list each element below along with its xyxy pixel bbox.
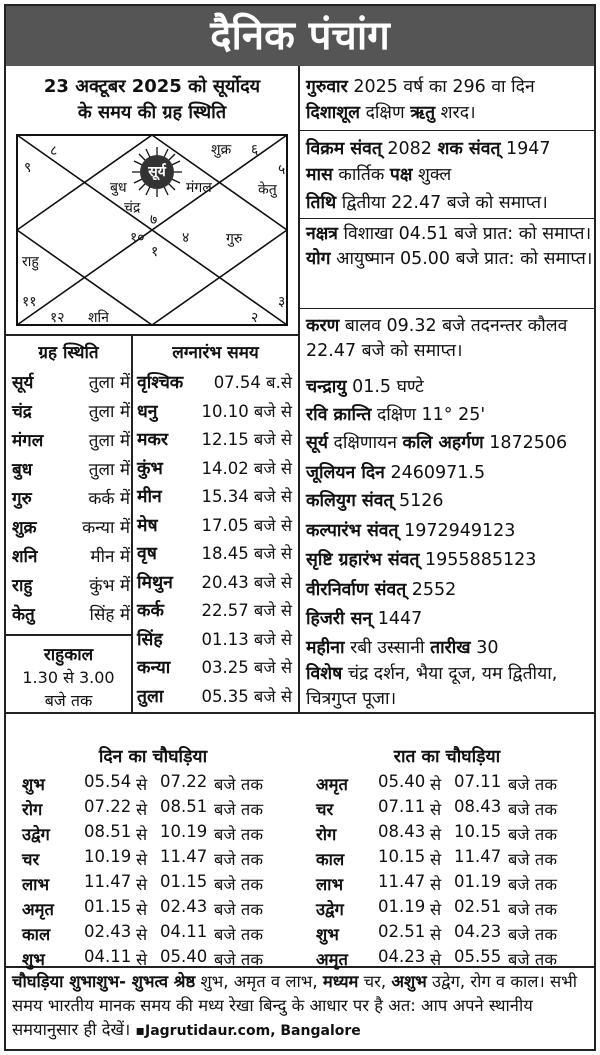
kalparambh-samvat-line: कल्पारंभ संवत् 1972949123	[306, 521, 516, 541]
choghadiya-se: से	[136, 900, 148, 919]
choghadiya-from: 02.51	[378, 922, 426, 941]
choghadiya-to: 02.43	[160, 897, 208, 916]
choghadiya-to: 05.40	[160, 947, 208, 966]
choghadiya-name: उद्वेग	[22, 825, 50, 844]
choghadiya-name: लाभ	[316, 875, 344, 894]
choghadiya-se: से	[430, 825, 442, 844]
choghadiya-name: शुभ	[316, 925, 339, 944]
graha-rashi: तुला में	[88, 402, 130, 422]
lagna-time: 22.57 बजे से	[201, 601, 292, 620]
rahukaal-suffix: बजे तक	[44, 691, 93, 710]
lagna-rashi: कर्क	[137, 601, 164, 621]
column-divider	[131, 334, 133, 712]
tithi-line: तिथि द्वितीया 22.47 बजे को समाप्त।	[306, 193, 548, 213]
graha-planet: शनि	[12, 547, 38, 567]
chart-bottom-divider	[6, 334, 298, 336]
choghadiya-to: 02.51	[454, 897, 502, 916]
srishti-samvat-line: सृष्टि ग्रहारंभ संवत् 1955885123	[306, 550, 537, 570]
credit-line: ▪Jagrutidaur.com, Bangalore	[135, 1023, 361, 1039]
choghadiya-se: से	[430, 875, 442, 894]
kaliyug-samvat-line: कलियुग संवत् 5126	[306, 491, 444, 511]
lagna-row	[137, 655, 292, 680]
lagna-row	[137, 513, 292, 538]
choghadiya-tak: बजे तक	[508, 925, 557, 944]
panchang-card	[4, 4, 596, 1051]
choghadiya-se: से	[430, 800, 442, 819]
rahukaal-time: 1.30 से 3.00	[22, 668, 115, 687]
graha-planet: बुध	[12, 460, 33, 480]
lagna-time: 17.05 बजे से	[201, 515, 292, 535]
graha-row	[12, 602, 130, 627]
lagna-rashi: कुंभ	[137, 458, 163, 479]
choghadiya-se: से	[430, 775, 442, 794]
choghadiya-se: से	[136, 800, 148, 819]
choghadiya-row	[316, 847, 586, 873]
lagna-rashi: वृश्चिक	[137, 373, 184, 393]
choghadiya-se: से	[430, 850, 442, 869]
lagna-row	[137, 570, 292, 595]
choghadiya-se: से	[136, 950, 148, 969]
julian-day-line: जूलियन दिन 2460971.5	[306, 463, 486, 483]
choghadiya-se: से	[136, 850, 148, 869]
choghadiya-tak: बजे तक	[214, 800, 263, 819]
house-number-5: ५	[278, 162, 286, 178]
graha-planet: राहु	[12, 576, 33, 596]
choghadiya-to: 07.22	[160, 772, 208, 791]
choghadiya-from: 01.19	[378, 897, 426, 916]
choghadiya-from: 07.22	[84, 797, 132, 816]
choghadiya-tak: बजे तक	[214, 850, 263, 869]
lagna-rashi: सिंह	[137, 629, 163, 650]
page-title: दैनिक पंचांग	[6, 6, 594, 66]
choghadiya-from: 04.11	[84, 947, 132, 966]
graha-planet: केतु	[12, 605, 35, 625]
graha-row	[12, 515, 130, 540]
choghadiya-to: 08.43	[454, 797, 502, 816]
choghadiya-to: 08.51	[160, 797, 208, 816]
choghadiya-name: लाभ	[22, 875, 50, 894]
lagna-time: 18.45 बजे से	[201, 544, 292, 563]
house-planet-mangal: मंगल	[186, 180, 212, 196]
lagna-row	[137, 399, 292, 424]
choghadiya-name: काल	[22, 925, 51, 944]
samvat-line: विक्रम संवत् 2082 शक संवत् 1947	[306, 139, 551, 159]
choghadiya-row	[22, 772, 292, 798]
choghadiya-row	[316, 872, 586, 898]
sun-label: सूर्य	[148, 164, 166, 180]
choghadiya-to: 11.47	[454, 847, 502, 866]
graha-row	[12, 573, 130, 598]
choghadiya-from: 05.40	[378, 772, 426, 791]
house-number-1: १	[151, 244, 159, 260]
lagna-time: 05.35 बजे से	[201, 686, 292, 706]
choghadiya-tak: बजे तक	[214, 825, 263, 844]
house-number-3: ३	[278, 294, 286, 310]
graha-planet: मंगल	[12, 431, 44, 451]
choghadiya-tak: बजे तक	[508, 850, 557, 869]
choghadiya-from: 01.15	[84, 897, 132, 916]
choghadiya-to: 01.15	[160, 872, 208, 891]
choghadiya-row	[316, 947, 586, 973]
graha-planet: चंद्र	[12, 402, 32, 422]
choghadiya-tak: बजे तक	[508, 775, 557, 794]
graha-row	[12, 486, 130, 511]
choghadiya-row	[22, 897, 292, 923]
choghadiya-name: अमृत	[22, 900, 54, 919]
veernirvan-samvat-line: वीरनिर्वाण संवत् 2552	[306, 580, 457, 600]
choghadiya-se: से	[136, 825, 148, 844]
choghadiya-tak: बजे तक	[508, 800, 557, 819]
mahina-line: महीना रबी उस्सानी तारीख 30	[306, 638, 499, 658]
graha-rashi: कन्या में	[82, 518, 130, 538]
left-header-line2: के समय की ग्रह स्थिति	[77, 102, 227, 123]
choghadiya-from: 02.43	[84, 922, 132, 941]
lagna-time: 01.13 बजे से	[201, 629, 292, 649]
house-number-11: ११	[22, 294, 37, 310]
lagna-rashi: मीन	[137, 487, 162, 507]
karan-block: करण बालव 09.32 बजे तदनन्तर कौलव 22.47 बजे को समाप्त।	[306, 316, 568, 361]
choghadiya-name: काल	[316, 850, 345, 869]
choghadiya-to: 04.23	[454, 922, 502, 941]
choghadiya-se: से	[136, 875, 148, 894]
lagna-row	[137, 427, 292, 452]
lagna-rashi: मकर	[137, 430, 169, 450]
maas-line: मास कार्तिक पक्ष शुक्ल	[306, 165, 452, 185]
lagna-rashi: तुला	[137, 686, 164, 707]
choghadiya-row	[22, 847, 292, 873]
choghadiya-from: 08.43	[378, 822, 426, 841]
graha-row	[12, 457, 130, 482]
choghadiya-tak: बजे तक	[214, 900, 263, 919]
choghadiya-tak: बजे तक	[214, 925, 263, 944]
lagna-time: 14.02 बजे से	[201, 458, 292, 478]
lagna-time: 10.10 बजे से	[201, 401, 292, 421]
lagna-row	[137, 598, 292, 623]
surya-kali-line: सूर्य दक्षिणायन कलि अहर्गण 1872506	[306, 433, 568, 453]
choghadiya-tak: बजे तक	[508, 950, 557, 969]
choghadiya-row	[316, 772, 586, 798]
hijri-line: हिजरी सन् 1447	[306, 609, 423, 629]
choghadiya-top-divider	[6, 712, 594, 714]
choghadiya-tak: बजे तक	[214, 950, 263, 969]
choghadiya-from: 05.54	[84, 772, 132, 791]
lagna-rashi: मिथुन	[137, 572, 173, 593]
choghadiya-row	[316, 797, 586, 823]
choghadiya-se: से	[430, 950, 442, 969]
choghadiya-row	[22, 872, 292, 898]
choghadiya-name: अमृत	[316, 950, 348, 969]
lagna-rashi: मेष	[137, 515, 158, 536]
graha-planet: शुक्र	[12, 518, 37, 538]
house-number-9: ९	[24, 160, 32, 176]
choghadiya-se: से	[136, 775, 148, 794]
house-planet-rahu: राहु	[22, 254, 39, 270]
choghadiya-to: 01.19	[454, 872, 502, 891]
lagna-rashi: धनु	[137, 401, 158, 422]
choghadiya-to: 11.47	[160, 847, 208, 866]
choghadiya-row	[22, 822, 292, 848]
choghadiya-from: 11.47	[378, 872, 426, 891]
house-number-6: ६	[251, 142, 259, 158]
choghadiya-tak: बजे तक	[214, 775, 263, 794]
house-number-4: ४	[182, 230, 190, 246]
graha-rashi: तुला में	[88, 460, 130, 480]
left-header-line1: 23 अक्टूबर 2025 को सूर्योदय	[43, 76, 261, 97]
choghadiya-row	[22, 947, 292, 973]
raat-choghadiya-title: रात का चौघड़िया	[393, 747, 501, 767]
choghadiya-tak: बजे तक	[508, 875, 557, 894]
choghadiya-from: 10.19	[84, 847, 132, 866]
chandrayu-line: चन्द्रायु 01.5 घण्टे	[306, 377, 424, 397]
lagna-time: 12.15 बजे से	[201, 430, 292, 449]
choghadiya-name: रोग	[316, 825, 337, 844]
choghadiya-se: से	[430, 900, 442, 919]
choghadiya-from: 04.23	[378, 947, 426, 966]
house-number-12: १२	[50, 310, 65, 326]
lagna-row	[137, 684, 292, 709]
house-number-2: २	[251, 310, 259, 326]
graha-rashi: कुंभ में	[89, 576, 130, 596]
lagna-row	[137, 370, 292, 395]
graha-row	[12, 428, 130, 453]
lagna-row	[137, 541, 292, 566]
house-planet-chandra: चंद्र	[124, 200, 141, 216]
choghadiya-name: चर	[22, 850, 40, 869]
choghadiya-from: 11.47	[84, 872, 132, 891]
choghadiya-to: 10.15	[454, 822, 502, 841]
choghadiya-name: शुभ	[22, 775, 45, 794]
lagna-time: 20.43 बजे से	[201, 572, 292, 592]
house-planet-shani: शनि	[88, 310, 109, 326]
choghadiya-tak: बजे तक	[508, 900, 557, 919]
choghadiya-name: चर	[316, 800, 334, 819]
choghadiya-row	[316, 922, 586, 948]
din-choghadiya-title: दिन का चौघड़िया	[98, 747, 208, 767]
choghadiya-row	[22, 922, 292, 948]
choghadiya-se: से	[430, 925, 442, 944]
graha-rashi: तुला में	[88, 431, 130, 451]
choghadiya-se: से	[136, 925, 148, 944]
nakshatra-yog-block: नक्षत्र विशाखा 04.51 बजे प्रात: को समाप्त। योग आयुष्मान 05.00 बजे प्रात: को समाप्त।	[306, 224, 593, 269]
house-planet-budh: बुध	[110, 180, 127, 196]
choghadiya-name: अमृत	[316, 775, 348, 794]
lagna-row	[137, 484, 292, 509]
choghadiya-row	[22, 797, 292, 823]
graha-rashi: मीन में	[90, 547, 130, 567]
graha-planet: सूर्य	[12, 373, 34, 393]
lagna-rashi: वृष	[137, 544, 157, 564]
graha-rashi: कर्क में	[88, 489, 130, 509]
graha-row	[12, 370, 130, 395]
house-number-10: १०	[130, 230, 145, 246]
choghadiya-row	[316, 822, 586, 848]
choghadiya-name: शुभ	[22, 950, 45, 969]
house-number-8: ८	[50, 143, 58, 159]
lagna-time: 15.34 बजे से	[201, 487, 292, 506]
ravi-kranti-line: रवि क्रान्ति दक्षिण 11° 25'	[306, 405, 486, 425]
vishesh-block: विशेष चंद्र दर्शन, भैया दूज, यम द्वितीया, चित्रगुप्त पूजा।	[306, 664, 558, 709]
house-planet-shukra: शुक्र	[211, 142, 232, 158]
lagnarambh-title: लग्नारंभ समय	[172, 343, 259, 363]
choghadiya-name: उद्वेग	[316, 900, 344, 919]
house-planet-guru: गुरु	[226, 231, 243, 247]
dishashool-line: दिशाशूल दक्षिण ऋतु शरद।	[306, 103, 476, 123]
house-number-7: ७	[150, 212, 158, 228]
graha-rashi: तुला में	[88, 373, 130, 393]
graha-row	[12, 544, 130, 569]
choghadiya-tak: बजे तक	[214, 875, 263, 894]
choghadiya-to: 10.19	[160, 822, 208, 841]
graha-row	[12, 399, 130, 424]
choghadiya-row	[316, 897, 586, 923]
choghadiya-to: 07.11	[454, 772, 502, 791]
weekday-line: गुरुवार 2025 वर्ष का 296 वा दिन	[306, 77, 535, 97]
lagna-rashi: कन्या	[137, 658, 171, 678]
choghadiya-from: 08.51	[84, 822, 132, 841]
choghadiya-from: 07.11	[378, 797, 426, 816]
rahukaal-title: राहुकाल	[43, 645, 94, 665]
graha-sthiti-title: ग्रह स्थिति	[38, 343, 99, 363]
lagna-row	[137, 456, 292, 481]
graha-rashi: सिंह में	[89, 605, 130, 625]
graha-planet: गुरु	[12, 489, 32, 509]
footer-note: चौघड़िया शुभाशुभ- शुभत्व श्रेष्ठ शुभ, अमृत व लाभ, मध्यम चर, अशुभ उद्वेग, रोग व काल। सभी समय भारतीय मानक समय की मध्य रेखा बिन्दु के आधार पर है अत: आप अपने स्थानीय समयानुसार ही देखें। ▪Jagrutidaur.com, Bangalore	[12, 972, 577, 1039]
lagna-row	[137, 627, 292, 652]
choghadiya-tak: बजे तक	[508, 825, 557, 844]
choghadiya-to: 05.55	[454, 947, 502, 966]
lagna-time: 03.25 बजे से	[201, 658, 292, 677]
choghadiya-from: 10.15	[378, 847, 426, 866]
lagna-time: 07.54 ब.से	[213, 373, 292, 392]
rahukaal-divider	[6, 634, 131, 636]
choghadiya-name: रोग	[22, 800, 43, 819]
house-planet-ketu: केतु	[258, 182, 277, 198]
choghadiya-to: 04.11	[160, 922, 208, 941]
vertical-divider	[298, 66, 300, 712]
